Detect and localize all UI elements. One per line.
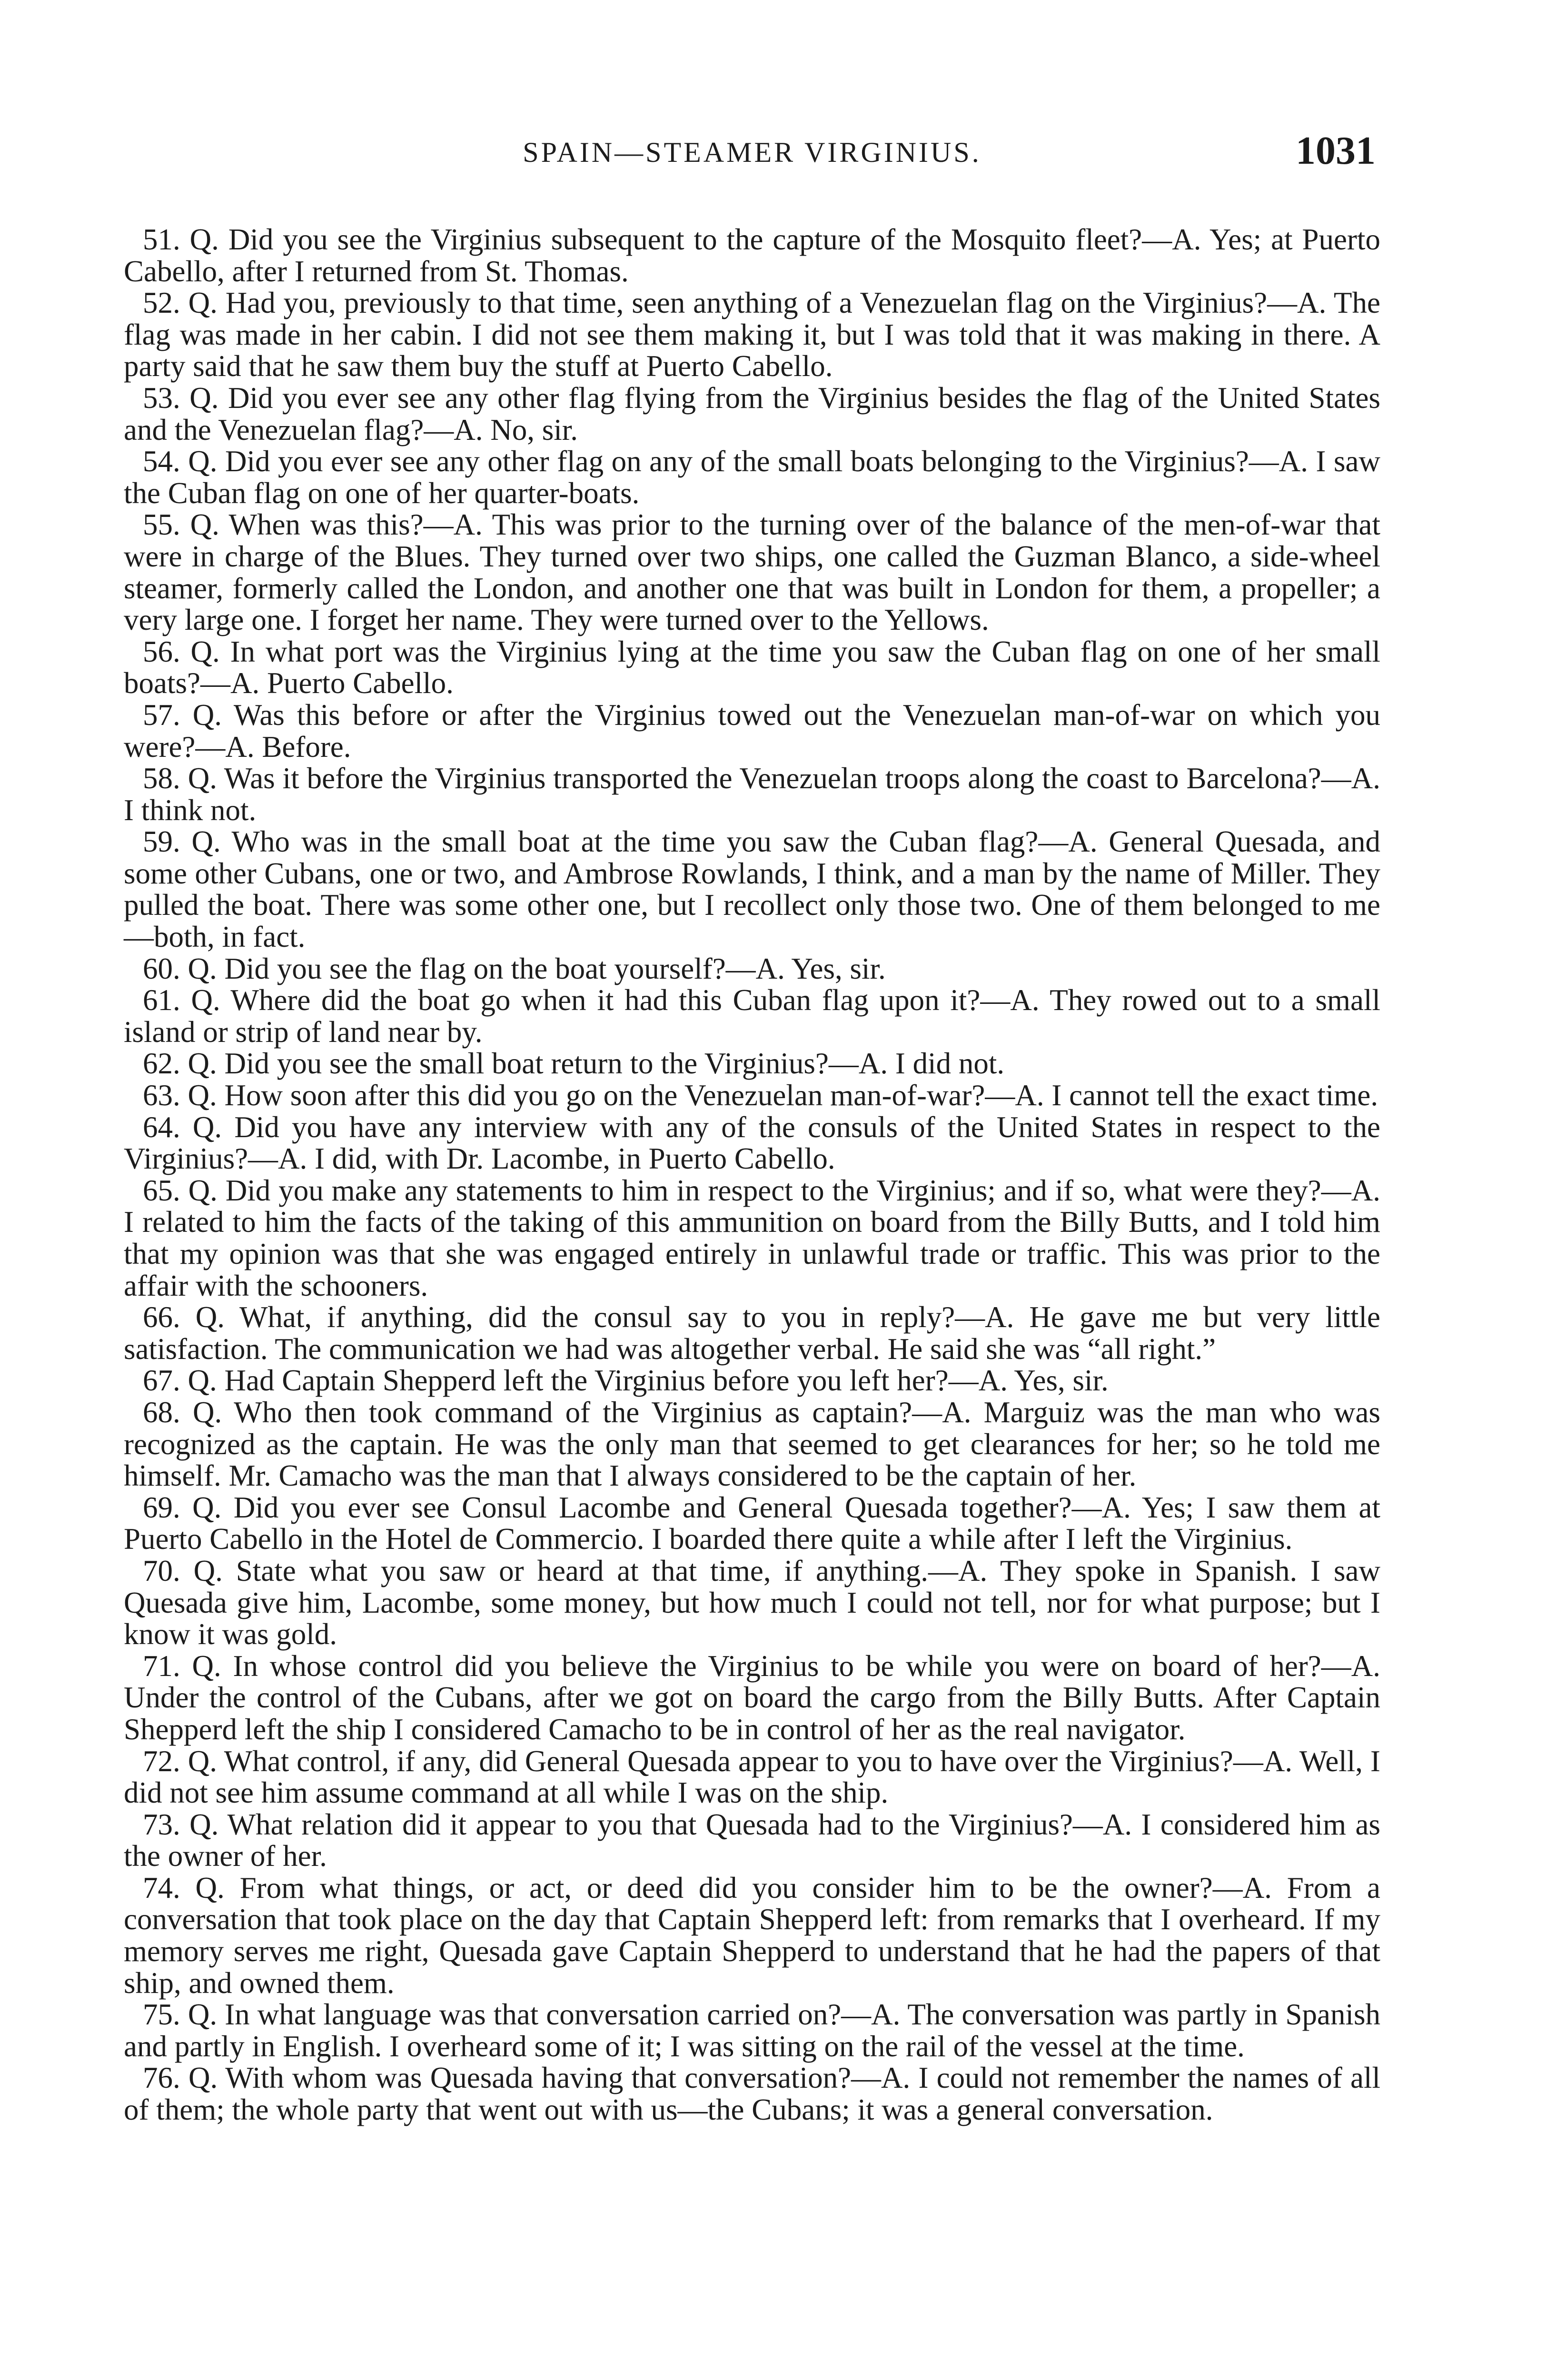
question-73: 73. Q. What relation did it appear to you that Quesada had to the Virginius?—A. I considered him as the owner of her. xyxy=(124,1807,1380,1873)
page-number: 1031 xyxy=(1296,129,1376,173)
question-72: 72. Q. What control, if any, did General Quesada appear to you to have over the Virginius?—A. Well, I did not see him assume command at all while I was on the ship. xyxy=(124,1744,1380,1810)
question-68: 68. Q. Who then took command of the Virginius as captain?—A. Marguiz was the man who was recognized as the captain. He was the only man that seemed to get clearances for her; so he told me himself. Mr. Camacho was the man that I always considered to be the captain of her. xyxy=(124,1395,1380,1493)
question-66: 66. Q. What, if anything, did the consul say to you in reply?—A. He gave me but very little satisfaction. The communication we had was altogether verbal. He said she was “all right.” xyxy=(124,1300,1380,1366)
question-76: 76. Q. With whom was Quesada having that conversation?—A. I could not remember the names of all of them; the whole party that went out with us—the Cubans; it was a general conversation. xyxy=(124,2061,1380,2127)
question-64: 64. Q. Did you have any interview with any of the consuls of the United States in respect to the Virginius?—A. I did, with Dr. Lacombe, in Puerto Cabello. xyxy=(124,1110,1380,1176)
question-59: 59. Q. Who was in the small boat at the time you saw the Cuban flag?—A. General Quesada, and some other Cubans, one or two, and Ambrose Rowlands, I think, and a man by the name of Miller. They pulled the boat. There was some other one, but I recollect only those two. One of them belonged to me—both, in fact. xyxy=(124,825,1380,954)
question-65: 65. Q. Did you make any statements to him in respect to the Virginius; and if so, what were they?—A. I related to him the facts of the taking of this ammunition on board from the Billy Butts, and I told him that my opinion was that she was engaged entirely in unlawful trade or traffic. This was prior to the affair with the schooners. xyxy=(124,1173,1380,1302)
question-58: 58. Q. Was it before the Virginius transported the Venezuelan troops along the coast to Barcelona?—A. I think not. xyxy=(124,762,1380,827)
running-head: SPAIN—STEAMER VIRGINIUS. xyxy=(523,137,981,168)
question-71: 71. Q. In whose control did you believe the Virginius to be while you were on board of her?—A. Under the control of the Cubans, after we got on board the cargo from the Billy Butts. After Captain Shepperd left the ship I considered Camacho to be in control of her as the real navigator. xyxy=(124,1649,1380,1746)
page-header xyxy=(129,128,1376,180)
question-57: 57. Q. Was this before or after the Virginius towed out the Venezuelan man-of-war on which you were?—A. Before. xyxy=(124,698,1380,764)
testimony-body xyxy=(124,224,1380,2126)
question-53: 53. Q. Did you ever see any other flag flying from the Virginius besides the flag of the United States and the Venezuelan flag?—A. No, sir. xyxy=(124,381,1380,446)
question-74: 74. Q. From what things, or act, or deed did you consider him to be the owner?—A. From a conversation that took place on the day that Captain Shepperd left: from remarks that I overheard. If my memory serves me right, Quesada gave Captain Shepperd to understand that he had the papers of that ship, and owned them. xyxy=(124,1871,1380,2000)
question-60: 60. Q. Did you see the flag on the boat yourself?—A. Yes, sir. xyxy=(143,952,886,985)
question-51: 51. Q. Did you see the Virginius subsequent to the capture of the Mosquito fleet?—A. Yes; at Puerto Cabello, after I returned from St. Thomas. xyxy=(124,223,1380,288)
question-69: 69. Q. Did you ever see Consul Lacombe and General Quesada together?—A. Yes; I saw them at Puerto Cabello in the Hotel de Commercio. I boarded there quite a while after I left the Virginius. xyxy=(124,1490,1380,1556)
question-62: 62. Q. Did you see the small boat return to the Virginius?—A. I did not. xyxy=(143,1047,1005,1081)
question-56: 56. Q. In what port was the Virginius lying at the time you saw the Cuban flag on one of her small boats?—A. Puerto Cabello. xyxy=(124,635,1380,700)
question-55: 55. Q. When was this?—A. This was prior to the turning over of the balance of the men-of-war that were in charge of the Blues. They turned over two ships, one called the Guzman Blanco, a side-wheel steamer, formerly called the London, and another one that was built in London for them, a propeller; a very large one. I forget her name. They were turned over to the Yellows. xyxy=(124,508,1380,637)
question-70: 70. Q. State what you saw or heard at that time, if anything.—A. They spoke in Spanish. I saw Quesada give him, Lacombe, some money, but how much I could not tell, nor for what purpose; but I know it was gold. xyxy=(124,1554,1380,1651)
question-61: 61. Q. Where did the boat go when it had this Cuban flag upon it?—A. They rowed out to a small island or strip of land near by. xyxy=(124,983,1380,1049)
question-54: 54. Q. Did you ever see any other flag on any of the small boats belonging to the Virginius?—A. I saw the Cuban flag on one of her quarter-boats. xyxy=(124,445,1380,510)
question-67: 67. Q. Had Captain Shepperd left the Virginius before you left her?—A. Yes, sir. xyxy=(143,1364,1109,1398)
question-75: 75. Q. In what language was that conversation carried on?—A. The conversation was partly in Spanish and partly in English. I overheard some of it; I was sitting on the rail of the vessel at the time. xyxy=(124,1998,1380,2063)
question-63: 63. Q. How soon after this did you go on the Venezuelan man-of-war?—A. I cannot tell the exact time. xyxy=(143,1079,1378,1112)
question-52: 52. Q. Had you, previously to that time, seen anything of a Venezuelan flag on the Virginius?—A. The flag was made in her cabin. I did not see them making it, but I was told that it was making in there. A party said that he saw them buy the stuff at Puerto Cabello. xyxy=(124,286,1380,383)
